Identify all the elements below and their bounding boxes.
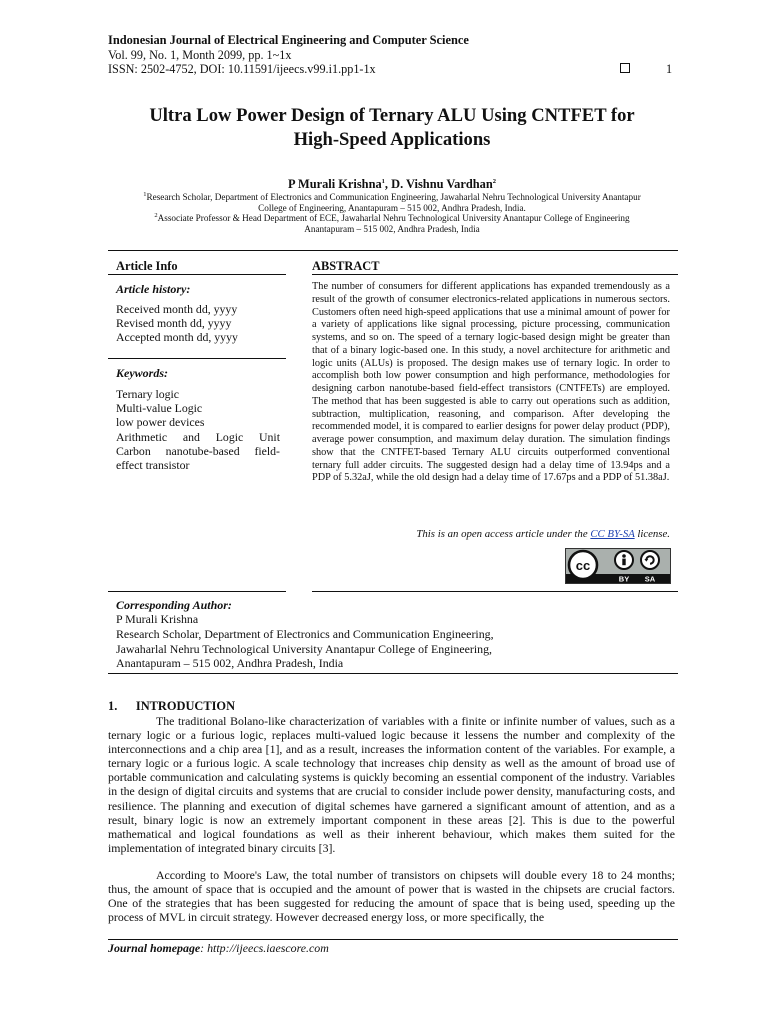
introduction-paragraph-2 (108, 868, 675, 924)
open-access-prefix: This is an open access article under the (416, 528, 591, 540)
introduction-heading: 1. INTRODUCTION (108, 699, 236, 713)
top-rule (108, 250, 678, 251)
author-list (0, 177, 768, 192)
article-info-heading: Article Info (116, 259, 178, 273)
keyword-item: low power devices (116, 415, 205, 430)
paragraph-text: The traditional Bolano-like characterization of variables with a finite or infinite number of values, such as a ternary logic or a furious logic, replaces multi-valued logic because it lessens the number and complexity of the interconnections and a chip area [1], and as a result, increases the information content of the variables. For example, a ternary logic or a furious logic. A scale technology that increases chip density as well as the amount of broad use of portable communication and calculating systems is quickly becoming an essential component of the industry. Variables in the design of digital circuits and systems that are crucial to consider include power density, manufacturing costs, and resilience. The planning and execution of digital schemes have garnered a significant amount of attention, and as a result, binary logic is now an extremely important component in these areas [2]. This is due to the powerful mathematical and logical foundations as well as their inherent behaviour, which makes them suited for the implementation of integrated binary circuits [3]. (108, 714, 675, 855)
cc-badge-graphic (566, 549, 670, 583)
affiliation-2-line-1: Associate Professor & Head Department of ECE, Jawaharlal Nehru Technological University Anantapur College of Engineering (157, 213, 630, 223)
corresponding-author-name: P Murali Krishna (116, 612, 199, 626)
title-line-2: High-Speed Applications (293, 129, 491, 150)
corresponding-address-line-2: Jawaharlal Nehru Technological University Anantapur College of Engineering, (116, 642, 493, 656)
article-history-heading: Article history: (116, 282, 191, 296)
keywords-heading: Keywords: (116, 366, 168, 380)
author-1-mark: 1 (381, 177, 385, 185)
homepage-label: Journal homepage (108, 941, 201, 955)
share-alike-icon (641, 551, 659, 569)
cc-by-sa-link[interactable]: CC BY-SA (590, 528, 635, 540)
affiliation-2 (100, 213, 684, 235)
author-2: D. Vishnu Vardhan (391, 177, 493, 191)
page-number: 1 (666, 62, 673, 76)
author-separator: , (384, 177, 392, 191)
journal-homepage (108, 941, 329, 956)
paragraph-text: According to Moore's Law, the total number of transistors on chipsets will double every 18 to 24 months; thus, the amount of space that is occupied and the amount of power that is wasted in the chipsets are crucial factors. One of the strategies that has been suggested for reducing the amount of space that is being used, speeding up the process of MVL in circuit strategy. However decreased energy loss, or more specifically, the (108, 868, 675, 925)
affiliation-1-line-2: College of Engineering, Anantapuram – 515 002, Andhra Pradesh, India. (258, 203, 526, 213)
revised-date: Revised month dd, yyyy (116, 316, 232, 330)
cc-letters: cc (575, 558, 591, 573)
footer-rule (108, 939, 678, 940)
history-keyword-divider (108, 358, 286, 359)
homepage-separator: : (200, 941, 208, 955)
paper-title (80, 104, 704, 152)
accepted-date: Accepted month dd, yyyy (116, 330, 238, 344)
keyword-list (116, 387, 280, 472)
affiliation-1-line-1: Research Scholar, Department of Electronics and Communication Engineering, Jawaharlal Nehru Technological University Anantapur (146, 192, 641, 202)
received-date: Received month dd, yyyy (116, 302, 238, 316)
keyword-item: Ternary logic (116, 387, 180, 401)
abstract-rule (312, 274, 678, 275)
keyword-item: Multi-value Logic (116, 401, 203, 416)
affiliation-1-mark: 1 (143, 190, 147, 198)
abstract-bottom-rule (312, 591, 678, 592)
corresponding-bottom-rule (108, 673, 678, 674)
affiliation-1 (100, 192, 684, 214)
open-access-suffix: license. (634, 528, 670, 540)
homepage-url[interactable]: http://ijeecs.iaescore.com (207, 941, 329, 955)
keyword-item: Carbon nanotube-based field-effect transistor (116, 443, 280, 473)
corresponding-author-heading: Corresponding Author: (116, 598, 232, 612)
affiliation-2-line-2: Anantapuram – 515 002, Andhra Pradesh, India (304, 224, 480, 234)
badge-by-label: BY (618, 574, 630, 583)
journal-volume: Vol. 99, No. 1, Month 2099, pp. 1~1x (108, 48, 292, 62)
keyword-item: Arithmetic and Logic Unit (116, 429, 280, 444)
journal-name: Indonesian Journal of Electrical Engineering and Computer Science (108, 33, 469, 47)
person-head (622, 554, 626, 558)
cc-by-sa-badge[interactable] (565, 548, 671, 584)
abstract-body: The number of consumers for different applications has expanded tremendously as a result of the growth of consumer electronics-related applications in numerous sectors. Customers often need high-speed applications that use a minimal amount of power for a variety of applications like signal processing, picture processing, communication systems, and so on. The speed of a ternary logic-based design might be greater than that of a binary logic-based one. In this study, a novel architecture for arithmetic and logic units (ALUs) is proposed. The design makes use of ternary logic. In order to accomplish both low power consumption and high performance, methodologies for designing carbon nanotube-based field-effect transistors (CNTFETs) are employed. The method that has been suggested is able to carry out operations such as addition, subtraction, multiplication, reasoning, and comparison. After developing the recommended model, it is compared to earlier designs for power delay product (PDP), average power consumption, and maximum delay duration. The simulation findings show that the CNTFET-based Ternary ALU circuits outperformed conventional ternary full adder circuits. The suggested design had a delay time of 13.94ps and a PDP of 5.32aJ, while the old design had a delay time of 17.67ps and a PDP of 51.38aJ. (312, 281, 670, 484)
badge-sa-label: SA (644, 574, 656, 583)
corresponding-address-line-3: Anantapuram – 515 002, Andhra Pradesh, India (116, 656, 344, 670)
info-bottom-rule (108, 591, 286, 592)
article-info-rule (108, 274, 286, 275)
abstract-heading: ABSTRACT (312, 259, 380, 273)
author-2-mark: 2 (492, 177, 496, 185)
corresponding-address-line-1: Research Scholar, Department of Electronics and Communication Engineering, (116, 627, 494, 641)
affiliation-2-mark: 2 (154, 211, 158, 219)
open-access-statement (312, 528, 670, 540)
introduction-paragraph-1 (108, 714, 675, 855)
author-1: P Murali Krishna (288, 177, 382, 191)
square-bullet-icon (620, 63, 630, 73)
person-body (622, 559, 625, 566)
title-line-1: Ultra Low Power Design of Ternary ALU Using CNTFET for (149, 105, 635, 126)
journal-issn-doi: ISSN: 2502-4752, DOI: 10.11591/ijeecs.v99.i1.pp1-1x (108, 62, 376, 76)
